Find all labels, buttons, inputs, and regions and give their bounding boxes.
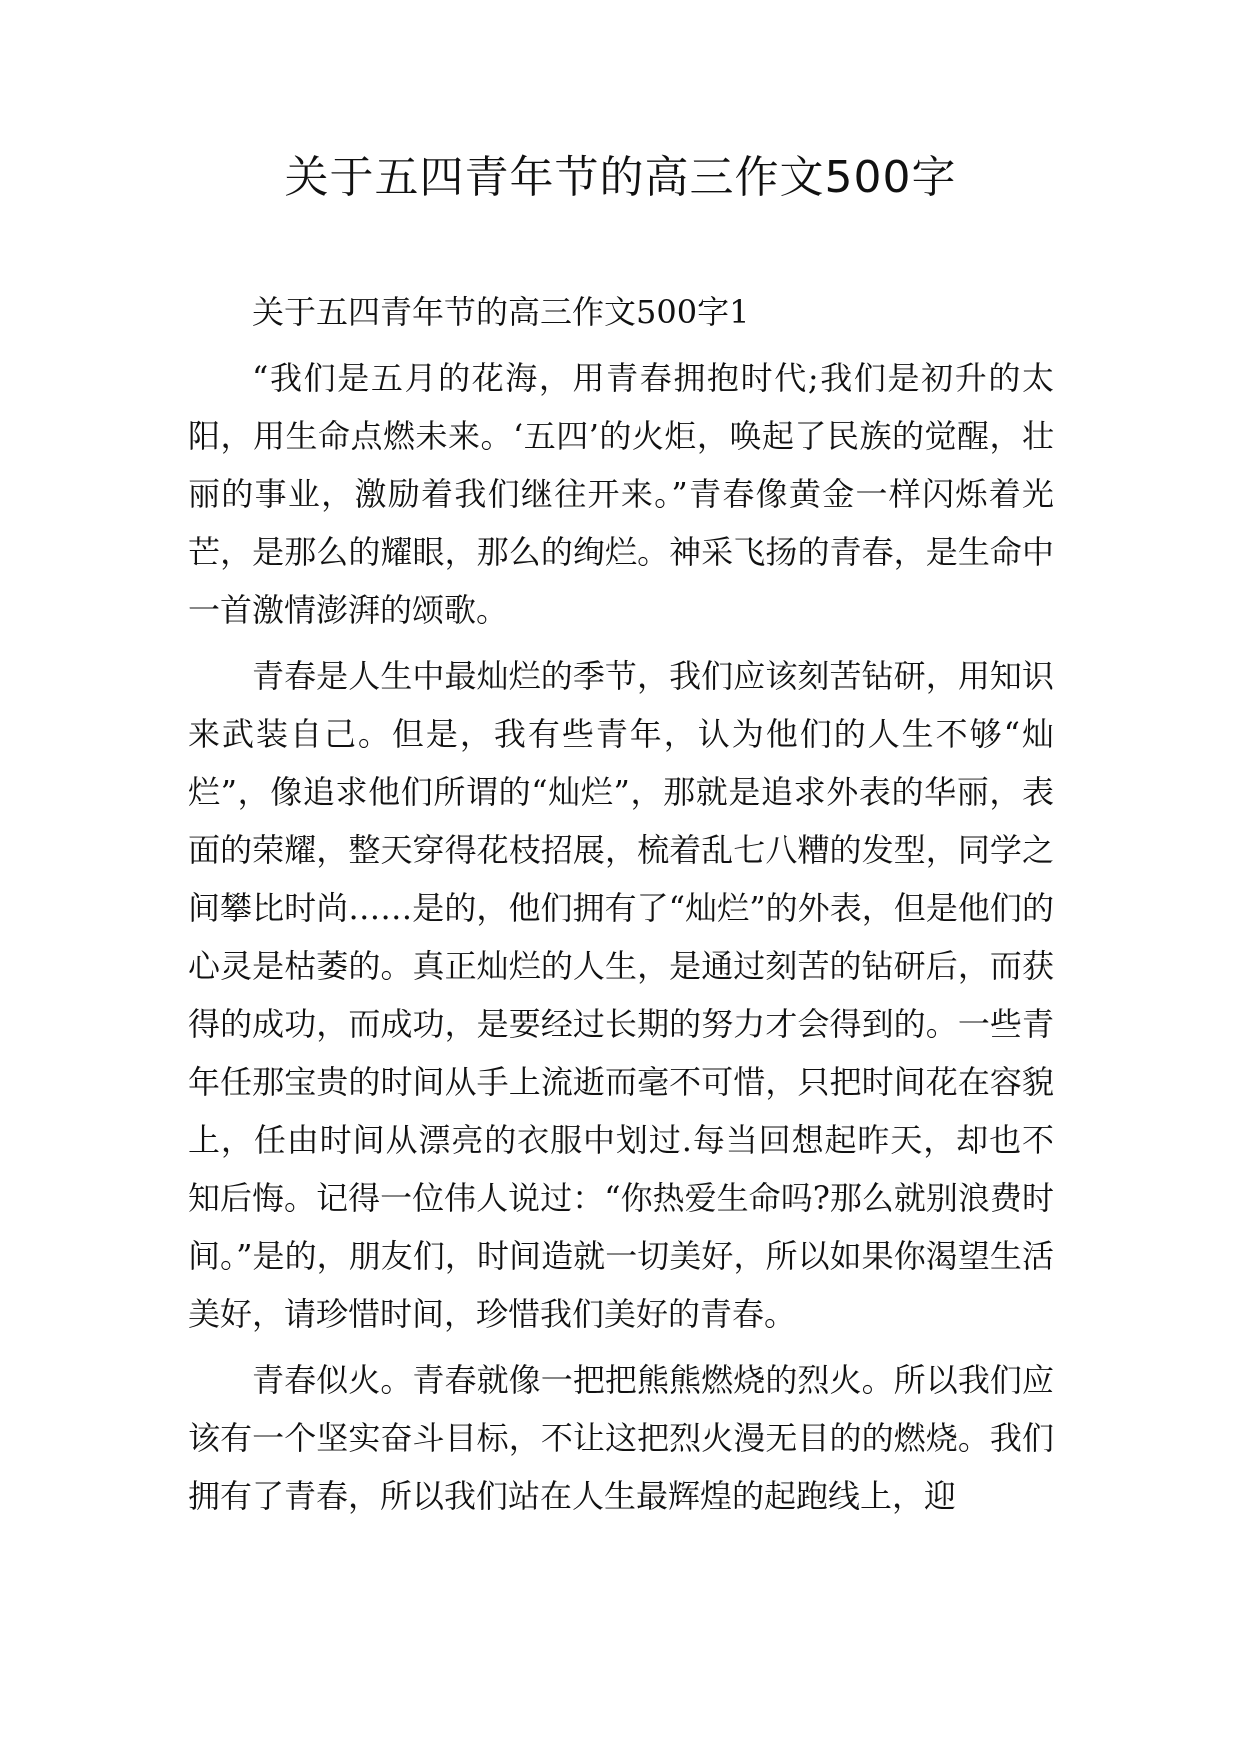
- document-title: 关于五四青年节的高三作文500字: [284, 152, 957, 203]
- paragraph: 青春是人生中最灿烂的季节，我们应该刻苦钻研，用知识来武装自己。但是，我有些青年，认为他们的人生不够“灿烂”，像追求他们所谓的“灿烂”，那就是追求外表的华丽，表面的荣耀，整天穿得花枝招展，梳着乱七八糟的发型，同学之间攀比时尚……是的，他们拥有了“灿烂”的外表，但是他们的心灵是枯萎的。真正灿烂的人生，是通过刻苦的钻研后，而获得的成功，而成功，是要经过长期的努力才会得到的。一些青年任那宝贵的时间从手上流逝而毫不可惜，只把时间花在容貌上，任由时间从漂亮的衣服中划过.每当回想起昨天，却也不知后悔。记得一位伟人说过：“你热爱生命吗?那么就别浪费时间。”是的，朋友们，时间造就一切美好，所以如果你渴望生活美好，请珍惜时间，珍惜我们美好的青春。: [188, 657, 1054, 1333]
- section-heading: 关于五四青年节的高三作文500字1: [252, 293, 750, 331]
- paragraph: 青春似火。青春就像一把把熊熊燃烧的烈火。所以我们应该有一个坚实奋斗目标，不让这把烈火漫无目的的燃烧。我们拥有了青春，所以我们站在人生最辉煌的起跑线上，迎: [188, 1361, 1054, 1515]
- paragraph: “我们是五月的花海，用青春拥抱时代;我们是初升的太阳，用生命点燃未来。‘五四’的火炬，唤起了民族的觉醒，壮丽的事业，激励着我们继往开来。”青春像黄金一样闪烁着光芒，是那么的耀眼，那么的绚烂。神采飞扬的青春，是生命中一首激情澎湃的颂歌。: [188, 359, 1054, 629]
- document-body: [188, 283, 1054, 1533]
